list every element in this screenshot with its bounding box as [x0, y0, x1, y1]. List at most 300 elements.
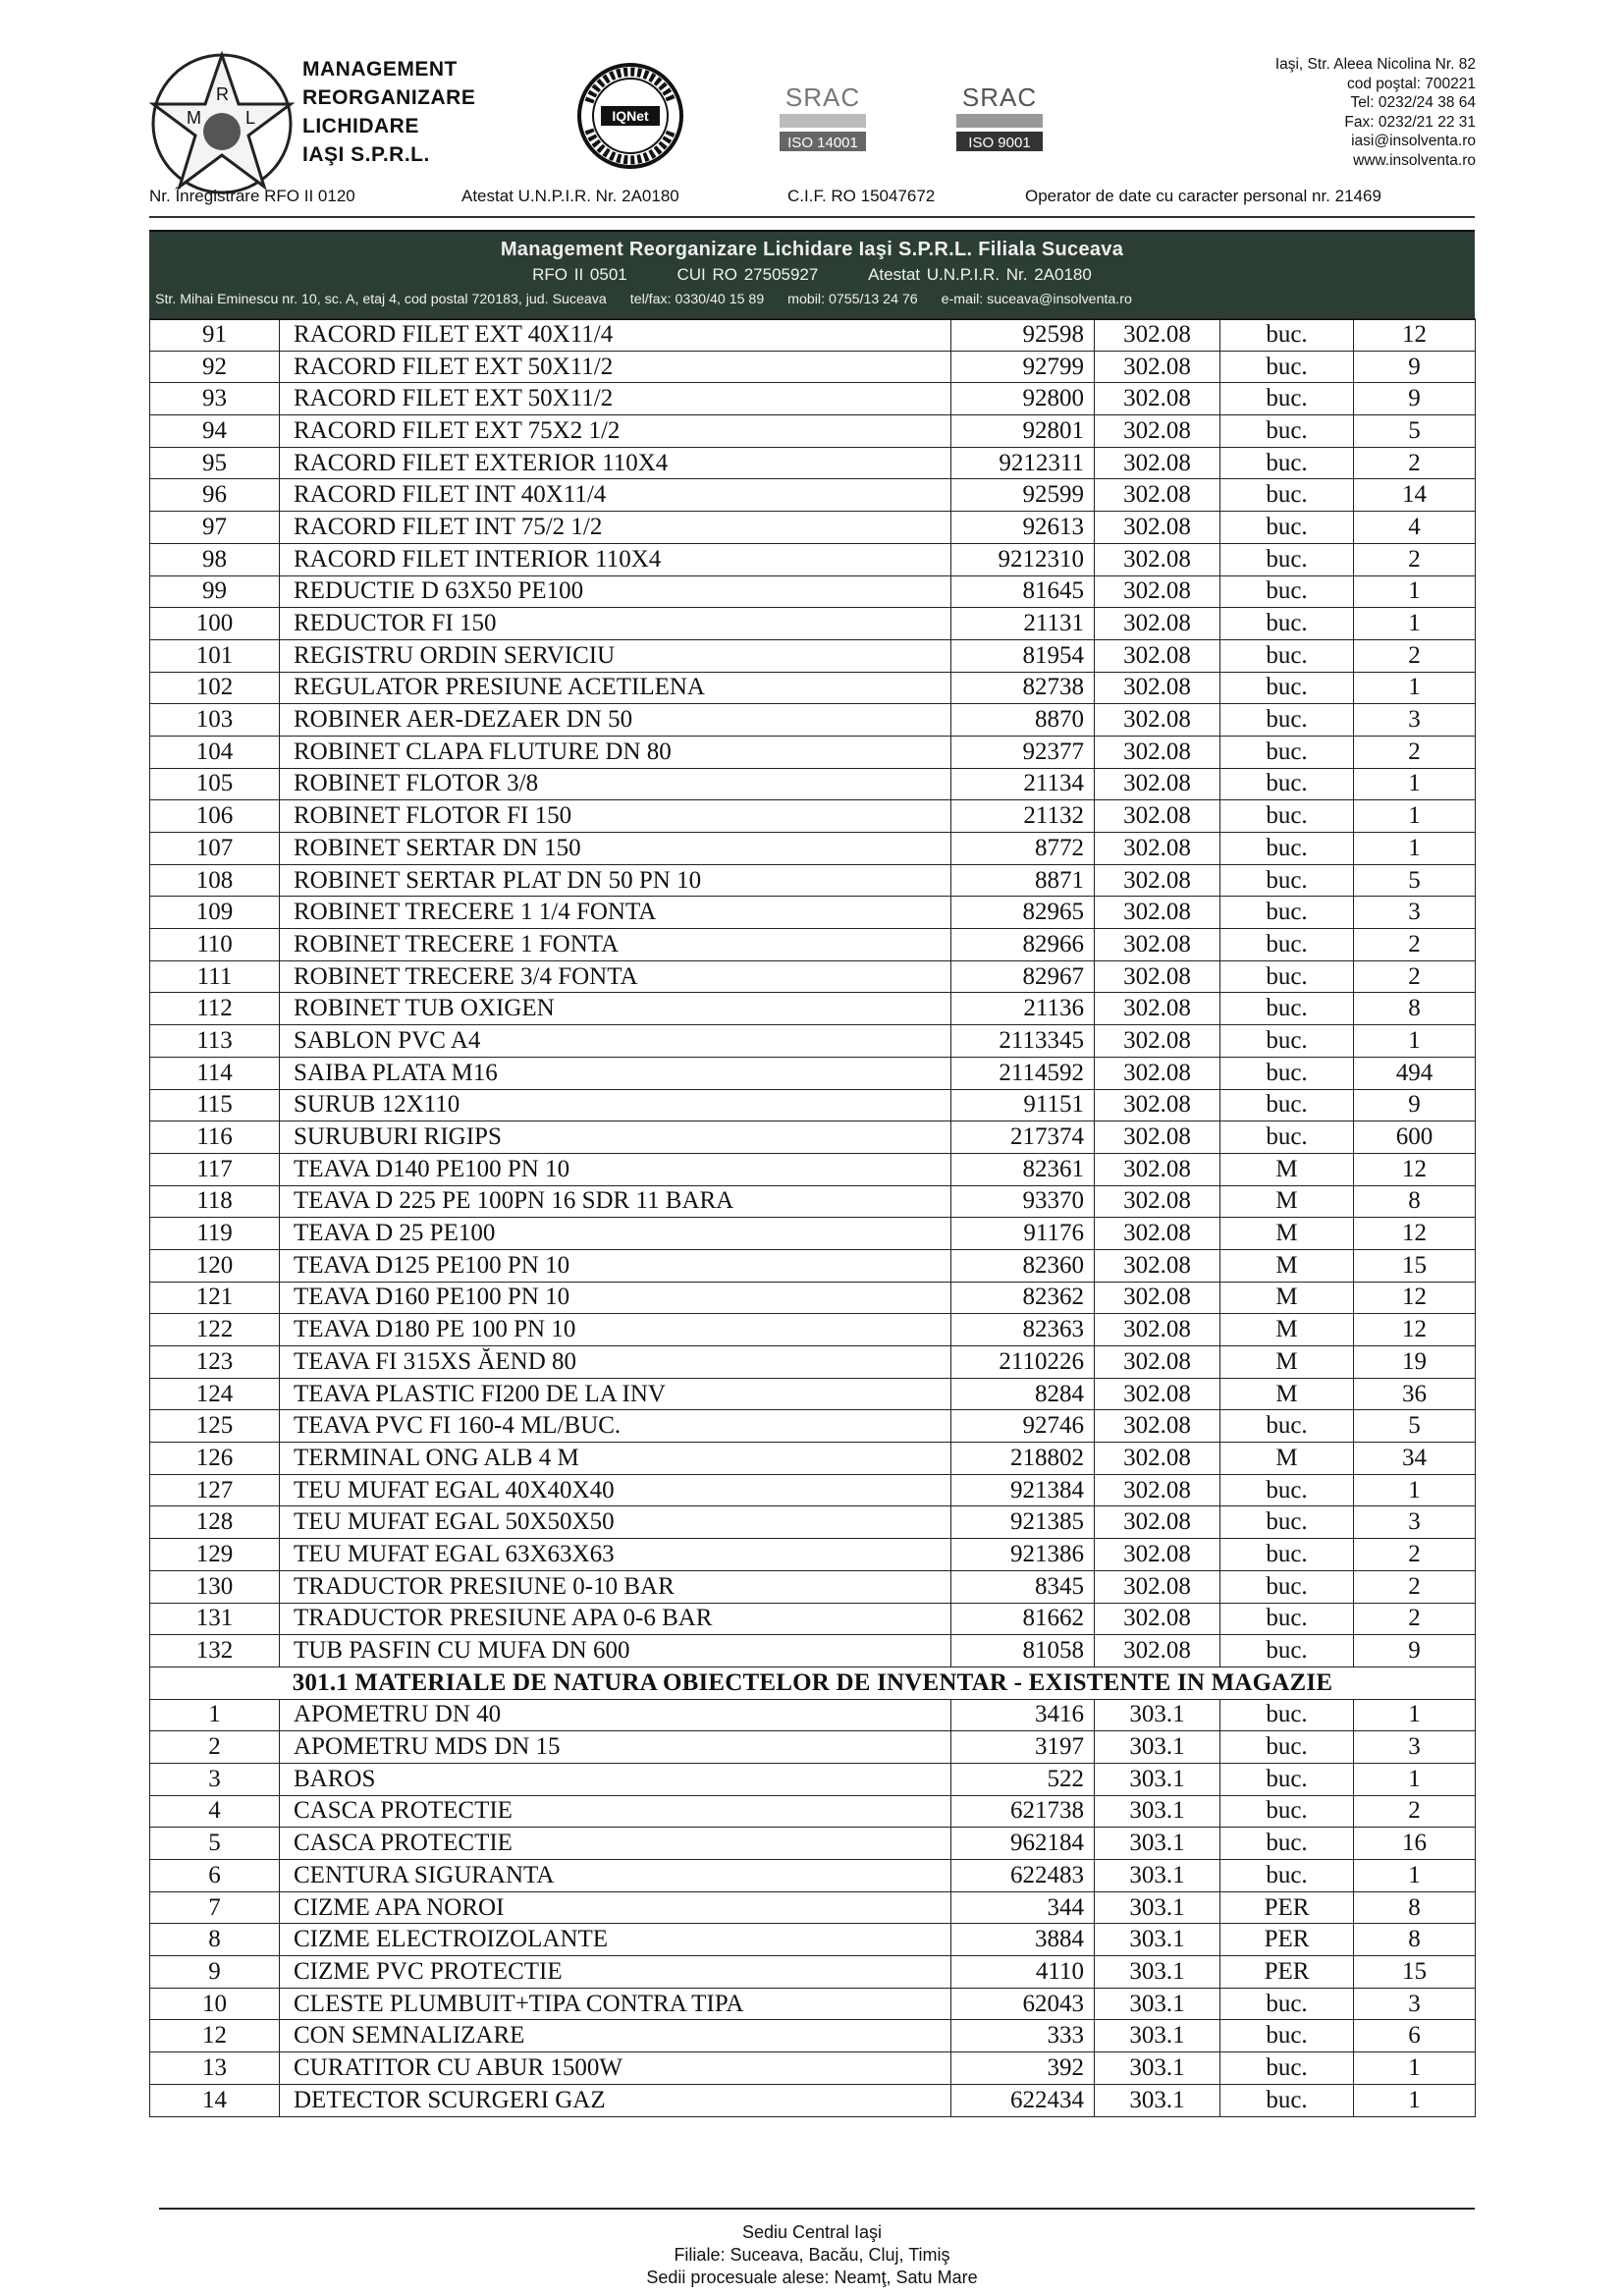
table-row [150, 1635, 1476, 1667]
item-code-cell: 92800 [951, 383, 1095, 415]
item-code-cell: 82362 [951, 1282, 1095, 1314]
row-number-cell: 117 [150, 1153, 280, 1185]
table-row [150, 1506, 1476, 1539]
row-number-cell: 94 [150, 415, 280, 448]
unit-of-measure-cell: buc. [1220, 1828, 1354, 1860]
row-number-cell: 7 [150, 1891, 280, 1924]
table-row [150, 1153, 1476, 1185]
row-number-cell: 93 [150, 383, 280, 415]
item-code-cell: 92799 [951, 351, 1095, 383]
company-name-line: REORGANIZARE [302, 86, 476, 109]
company-name-line: LICHIDARE [302, 115, 419, 137]
unit-of-measure-cell: buc. [1220, 2020, 1354, 2052]
row-number-cell: 9 [150, 1956, 280, 1989]
table-row [150, 1763, 1476, 1795]
quantity-cell: 19 [1354, 1346, 1476, 1379]
quantity-cell: 5 [1354, 415, 1476, 448]
unit-of-measure-cell: M [1220, 1282, 1354, 1314]
table-row [150, 1218, 1476, 1250]
row-number-cell: 115 [150, 1089, 280, 1121]
item-name-cell: ROBINET SERTAR PLAT DN 50 PN 10 [280, 864, 951, 897]
account-code-cell: 302.08 [1095, 1410, 1220, 1443]
row-number-cell: 124 [150, 1378, 280, 1410]
table-row [150, 575, 1476, 608]
item-name-cell: APOMETRU DN 40 [280, 1699, 951, 1731]
account-code-cell: 302.08 [1095, 1346, 1220, 1379]
row-number-cell: 99 [150, 575, 280, 608]
item-name-cell: CLESTE PLUMBUIT+TIPA CONTRA TIPA [280, 1988, 951, 2020]
account-code-cell: 303.1 [1095, 2020, 1220, 2052]
item-code-cell: 217374 [951, 1121, 1095, 1154]
item-name-cell: CENTURA SIGURANTA [280, 1860, 951, 1892]
quantity-cell: 2 [1354, 929, 1476, 961]
account-code-cell: 302.08 [1095, 1249, 1220, 1282]
unit-of-measure-cell: buc. [1220, 1570, 1354, 1603]
srac-mark: SRAC [784, 82, 861, 112]
item-code-cell: 8871 [951, 864, 1095, 897]
unit-of-measure-cell: buc. [1220, 351, 1354, 383]
unit-of-measure-cell: PER [1220, 1924, 1354, 1956]
row-number-cell: 6 [150, 1860, 280, 1892]
item-name-cell: REDUCTIE D 63X50 PE100 [280, 575, 951, 608]
item-code-cell: 2110226 [951, 1346, 1095, 1379]
quantity-cell: 8 [1354, 1924, 1476, 1956]
account-code-cell: 302.08 [1095, 704, 1220, 737]
table-row [150, 2052, 1476, 2085]
quantity-cell: 9 [1354, 1089, 1476, 1121]
unit-of-measure-cell: buc. [1220, 575, 1354, 608]
quantity-cell: 12 [1354, 1314, 1476, 1346]
contact-email: iasi@insolventa.ro [1351, 133, 1476, 149]
row-number-cell: 114 [150, 1057, 280, 1089]
item-name-cell: TEAVA D 25 PE100 [280, 1218, 951, 1250]
item-code-cell: 622434 [951, 2084, 1095, 2116]
table-row [150, 639, 1476, 672]
item-name-cell: TRADUCTOR PRESIUNE 0-10 BAR [280, 1570, 951, 1603]
item-code-cell: 81662 [951, 1603, 1095, 1635]
quantity-cell: 12 [1354, 1153, 1476, 1185]
table-row [150, 1025, 1476, 1058]
account-code-cell: 302.08 [1095, 1570, 1220, 1603]
table-row [150, 768, 1476, 800]
account-code-cell: 302.08 [1095, 800, 1220, 833]
account-code-cell: 302.08 [1095, 1603, 1220, 1635]
quantity-cell: 3 [1354, 1988, 1476, 2020]
item-name-cell: TEAVA PVC FI 160-4 ML/BUC. [280, 1410, 951, 1443]
item-code-cell: 82966 [951, 929, 1095, 961]
item-name-cell: SURUBURI RIGIPS [280, 1121, 951, 1154]
unit-of-measure-cell: buc. [1220, 479, 1354, 512]
item-name-cell: CASCA PROTECTIE [280, 1828, 951, 1860]
item-code-cell: 344 [951, 1891, 1095, 1924]
account-code-cell: 302.08 [1095, 1314, 1220, 1346]
item-code-cell: 21136 [951, 993, 1095, 1025]
account-code-cell: 302.08 [1095, 897, 1220, 929]
unit-of-measure-cell: buc. [1220, 704, 1354, 737]
row-number-cell: 129 [150, 1539, 280, 1571]
quantity-cell: 8 [1354, 993, 1476, 1025]
item-name-cell: RACORD FILET INTERIOR 110X4 [280, 543, 951, 575]
quantity-cell: 3 [1354, 1506, 1476, 1539]
account-code-cell: 302.08 [1095, 864, 1220, 897]
quantity-cell: 1 [1354, 1474, 1476, 1506]
unit-of-measure-cell: buc. [1220, 1057, 1354, 1089]
item-name-cell: APOMETRU MDS DN 15 [280, 1731, 951, 1764]
row-number-cell: 132 [150, 1635, 280, 1667]
row-number-cell: 92 [150, 351, 280, 383]
srac-iso9001-logo [952, 67, 1047, 157]
branch-cui: CUI RO 27505927 [676, 265, 819, 284]
unit-of-measure-cell: M [1220, 1314, 1354, 1346]
unit-of-measure-cell: buc. [1220, 1089, 1354, 1121]
item-code-cell: 21134 [951, 768, 1095, 800]
table-row [150, 1570, 1476, 1603]
footer-branches: Filiale: Suceava, Bacău, Cluj, Timiş [674, 2245, 950, 2265]
account-code-cell: 302.08 [1095, 1378, 1220, 1410]
row-number-cell: 123 [150, 1346, 280, 1379]
unit-of-measure-cell: buc. [1220, 672, 1354, 704]
item-name-cell: CIZME PVC PROTECTIE [280, 1956, 951, 1989]
row-number-cell: 108 [150, 864, 280, 897]
item-name-cell: REDUCTOR FI 150 [280, 608, 951, 640]
unit-of-measure-cell: buc. [1220, 608, 1354, 640]
quantity-cell: 1 [1354, 1699, 1476, 1731]
item-name-cell: TEU MUFAT EGAL 40X40X40 [280, 1474, 951, 1506]
item-name-cell: TEU MUFAT EGAL 50X50X50 [280, 1506, 951, 1539]
item-code-cell: 81058 [951, 1635, 1095, 1667]
item-name-cell: RACORD FILET EXTERIOR 110X4 [280, 447, 951, 479]
unit-of-measure-cell: buc. [1220, 897, 1354, 929]
table-row [150, 1378, 1476, 1410]
account-code-cell: 303.1 [1095, 2084, 1220, 2116]
item-code-cell: 8870 [951, 704, 1095, 737]
table-row [150, 993, 1476, 1025]
table-row [150, 833, 1476, 865]
row-number-cell: 128 [150, 1506, 280, 1539]
unit-of-measure-cell: buc. [1220, 800, 1354, 833]
unit-of-measure-cell: buc. [1220, 1763, 1354, 1795]
item-name-cell: TEAVA D 225 PE 100PN 16 SDR 11 BARA [280, 1185, 951, 1218]
item-code-cell: 82967 [951, 960, 1095, 993]
branch-phone: tel/fax: 0330/40 15 89 [629, 292, 765, 307]
unit-of-measure-cell: buc. [1220, 736, 1354, 768]
branch-title: Management Reorganizare Lichidare Iaşi S.P.R.L. Filiala Suceava [500, 239, 1124, 260]
table-row [150, 1089, 1476, 1121]
quantity-cell: 14 [1354, 479, 1476, 512]
item-code-cell: 82363 [951, 1314, 1095, 1346]
quantity-cell: 5 [1354, 1410, 1476, 1443]
row-number-cell: 110 [150, 929, 280, 961]
row-number-cell: 126 [150, 1443, 280, 1475]
unit-of-measure-cell: buc. [1220, 833, 1354, 865]
table-row [150, 415, 1476, 448]
table-row [150, 447, 1476, 479]
account-code-cell: 302.08 [1095, 672, 1220, 704]
item-name-cell: ROBINET CLAPA FLUTURE DN 80 [280, 736, 951, 768]
company-name-line: IAŞI S.P.R.L. [302, 143, 430, 166]
row-number-cell: 3 [150, 1763, 280, 1795]
branch-rfo: RFO II 0501 [532, 265, 627, 284]
contact-address: Iaşi, Str. Aleea Nicolina Nr. 82 [1274, 56, 1476, 73]
quantity-cell: 2 [1354, 447, 1476, 479]
item-name-cell: RACORD FILET EXT 75X2 1/2 [280, 415, 951, 448]
row-number-cell: 4 [150, 1795, 280, 1828]
item-code-cell: 4110 [951, 1956, 1095, 1989]
footer [149, 2221, 1475, 2289]
item-code-cell: 921386 [951, 1539, 1095, 1571]
row-number-cell: 102 [150, 672, 280, 704]
table-row [150, 1410, 1476, 1443]
unit-of-measure-cell: buc. [1220, 415, 1354, 448]
item-name-cell: ROBINET TRECERE 1 1/4 FONTA [280, 897, 951, 929]
item-name-cell: ROBINET TRECERE 3/4 FONTA [280, 960, 951, 993]
table-row [150, 1474, 1476, 1506]
item-code-cell: 62043 [951, 1988, 1095, 2020]
row-number-cell: 2 [150, 1731, 280, 1764]
unit-of-measure-cell: buc. [1220, 1121, 1354, 1154]
quantity-cell: 15 [1354, 1249, 1476, 1282]
rfo-number: Nr. Înregistrare RFO II 0120 [149, 187, 355, 205]
account-code-cell: 302.08 [1095, 768, 1220, 800]
item-name-cell: TEU MUFAT EGAL 63X63X63 [280, 1539, 951, 1571]
item-name-cell: SURUB 12X110 [280, 1089, 951, 1121]
table-row [150, 929, 1476, 961]
table-row [150, 960, 1476, 993]
item-name-cell: ROBINET TRECERE 1 FONTA [280, 929, 951, 961]
account-code-cell: 302.08 [1095, 1506, 1220, 1539]
account-code-cell: 302.08 [1095, 351, 1220, 383]
unit-of-measure-cell: buc. [1220, 1731, 1354, 1764]
account-code-cell: 302.08 [1095, 319, 1220, 352]
item-name-cell: CON SEMNALIZARE [280, 2020, 951, 2052]
account-code-cell: 302.08 [1095, 1121, 1220, 1154]
quantity-cell: 2 [1354, 960, 1476, 993]
item-code-cell: 621738 [951, 1795, 1095, 1828]
account-code-cell: 303.1 [1095, 1795, 1220, 1828]
table-row [150, 543, 1476, 575]
unit-of-measure-cell: buc. [1220, 768, 1354, 800]
company-name [302, 55, 475, 169]
row-number-cell: 103 [150, 704, 280, 737]
item-code-cell: 921385 [951, 1506, 1095, 1539]
quantity-cell: 2 [1354, 1539, 1476, 1571]
row-number-cell: 119 [150, 1218, 280, 1250]
account-code-cell: 302.08 [1095, 415, 1220, 448]
section-header-row [150, 1667, 1476, 1699]
unit-of-measure-cell: buc. [1220, 2052, 1354, 2085]
header-divider [149, 216, 1475, 218]
quantity-cell: 1 [1354, 1025, 1476, 1058]
inventory-rows-part1 [150, 319, 1476, 1667]
account-code-cell: 302.08 [1095, 608, 1220, 640]
row-number-cell: 13 [150, 2052, 280, 2085]
item-name-cell: SABLON PVC A4 [280, 1025, 951, 1058]
quantity-cell: 3 [1354, 1731, 1476, 1764]
srac-iso14001-logo [776, 67, 870, 157]
item-code-cell: 9212311 [951, 447, 1095, 479]
item-name-cell: ROBINET TUB OXIGEN [280, 993, 951, 1025]
quantity-cell: 1 [1354, 833, 1476, 865]
row-number-cell: 112 [150, 993, 280, 1025]
account-code-cell: 302.08 [1095, 512, 1220, 544]
table-row [150, 479, 1476, 512]
item-code-cell: 82738 [951, 672, 1095, 704]
quantity-cell: 15 [1354, 1956, 1476, 1989]
quantity-cell: 1 [1354, 768, 1476, 800]
unit-of-measure-cell: buc. [1220, 319, 1354, 352]
item-code-cell: 3197 [951, 1731, 1095, 1764]
iso9001-label: ISO 9001 [968, 135, 1031, 151]
row-number-cell: 105 [150, 768, 280, 800]
unit-of-measure-cell: M [1220, 1153, 1354, 1185]
quantity-cell: 1 [1354, 2052, 1476, 2085]
contact-postal-code: cod poştal: 700221 [1347, 75, 1476, 92]
footer-head-office: Sediu Central Iaşi [741, 2222, 883, 2242]
table-row [150, 736, 1476, 768]
table-row [150, 383, 1476, 415]
account-code-cell: 302.08 [1095, 1057, 1220, 1089]
branch-contact [149, 292, 1475, 307]
account-code-cell: 302.08 [1095, 1443, 1220, 1475]
table-row [150, 1057, 1476, 1089]
item-name-cell: TEAVA PLASTIC FI200 DE LA INV [280, 1378, 951, 1410]
item-code-cell: 9212310 [951, 543, 1095, 575]
branch-unpir: Atestat U.N.P.I.R. Nr. 2A0180 [868, 265, 1092, 284]
item-code-cell: 81954 [951, 639, 1095, 672]
table-row [150, 351, 1476, 383]
unit-of-measure-cell: PER [1220, 1956, 1354, 1989]
item-name-cell: TERMINAL ONG ALB 4 M [280, 1443, 951, 1475]
row-number-cell: 8 [150, 1924, 280, 1956]
item-name-cell: TEAVA FI 315XS ĂEND 80 [280, 1346, 951, 1379]
inventory-rows-part2 [150, 1699, 1476, 2116]
item-name-cell: RACORD FILET INT 75/2 1/2 [280, 512, 951, 544]
account-code-cell: 302.08 [1095, 575, 1220, 608]
table-row [150, 1346, 1476, 1379]
unit-of-measure-cell: buc. [1220, 1025, 1354, 1058]
table-row [150, 1603, 1476, 1635]
table-row [150, 1314, 1476, 1346]
quantity-cell: 1 [1354, 608, 1476, 640]
quantity-cell: 2 [1354, 1570, 1476, 1603]
unit-of-measure-cell: M [1220, 1249, 1354, 1282]
account-code-cell: 303.1 [1095, 1699, 1220, 1731]
quantity-cell: 8 [1354, 1185, 1476, 1218]
item-name-cell: BAROS [280, 1763, 951, 1795]
table-row [150, 2020, 1476, 2052]
item-name-cell: ROBINET FLOTOR FI 150 [280, 800, 951, 833]
row-number-cell: 107 [150, 833, 280, 865]
row-number-cell: 101 [150, 639, 280, 672]
item-code-cell: 82360 [951, 1249, 1095, 1282]
item-code-cell: 82965 [951, 897, 1095, 929]
unit-of-measure-cell: buc. [1220, 929, 1354, 961]
unit-of-measure-cell: buc. [1220, 639, 1354, 672]
item-code-cell: 2113345 [951, 1025, 1095, 1058]
item-code-cell: 82361 [951, 1153, 1095, 1185]
item-name-cell: ROBINER AER-DEZAER DN 50 [280, 704, 951, 737]
account-code-cell: 302.08 [1095, 1185, 1220, 1218]
table-row [150, 672, 1476, 704]
table-row [150, 1539, 1476, 1571]
row-number-cell: 116 [150, 1121, 280, 1154]
table-row [150, 512, 1476, 544]
srac-mark: SRAC [961, 82, 1038, 112]
row-number-cell: 98 [150, 543, 280, 575]
inventory-table [149, 318, 1476, 2117]
item-name-cell: CIZME ELECTROIZOLANTE [280, 1924, 951, 1956]
table-row [150, 1699, 1476, 1731]
row-number-cell: 118 [150, 1185, 280, 1218]
unit-of-measure-cell: M [1220, 1218, 1354, 1250]
quantity-cell: 2 [1354, 1795, 1476, 1828]
branch-banner [149, 230, 1475, 320]
item-name-cell: ROBINET SERTAR DN 150 [280, 833, 951, 865]
row-number-cell: 122 [150, 1314, 280, 1346]
quantity-cell: 3 [1354, 897, 1476, 929]
item-code-cell: 93370 [951, 1185, 1095, 1218]
account-code-cell: 302.08 [1095, 736, 1220, 768]
unit-of-measure-cell: buc. [1220, 1635, 1354, 1667]
unit-of-measure-cell: buc. [1220, 383, 1354, 415]
item-code-cell: 218802 [951, 1443, 1095, 1475]
row-number-cell: 1 [150, 1699, 280, 1731]
table-row [150, 1860, 1476, 1892]
item-code-cell: 333 [951, 2020, 1095, 2052]
quantity-cell: 1 [1354, 800, 1476, 833]
unit-of-measure-cell: M [1220, 1185, 1354, 1218]
account-code-cell: 303.1 [1095, 1988, 1220, 2020]
item-code-cell: 92599 [951, 479, 1095, 512]
quantity-cell: 1 [1354, 575, 1476, 608]
table-row [150, 1924, 1476, 1956]
account-code-cell: 303.1 [1095, 1891, 1220, 1924]
quantity-cell: 1 [1354, 1763, 1476, 1795]
row-number-cell: 130 [150, 1570, 280, 1603]
item-name-cell: CURATITOR CU ABUR 1500W [280, 2052, 951, 2085]
item-code-cell: 21131 [951, 608, 1095, 640]
quantity-cell: 1 [1354, 1860, 1476, 1892]
head-office-contact [1275, 55, 1476, 170]
table-row [150, 608, 1476, 640]
quantity-cell: 600 [1354, 1121, 1476, 1154]
branch-mobile: mobil: 0755/13 24 76 [787, 292, 918, 307]
logo-letter-m: M [187, 108, 201, 128]
item-code-cell: 81645 [951, 575, 1095, 608]
row-number-cell: 5 [150, 1828, 280, 1860]
unit-of-measure-cell: buc. [1220, 1410, 1354, 1443]
footer-divider [159, 2208, 1475, 2210]
contact-fax: Fax: 0232/21 22 31 [1344, 113, 1476, 131]
quantity-cell: 2 [1354, 736, 1476, 768]
unit-of-measure-cell: buc. [1220, 1539, 1354, 1571]
unit-of-measure-cell: buc. [1220, 543, 1354, 575]
quantity-cell: 2 [1354, 639, 1476, 672]
item-code-cell: 622483 [951, 1860, 1095, 1892]
item-name-cell: TEAVA D125 PE100 PN 10 [280, 1249, 951, 1282]
unit-of-measure-cell: buc. [1220, 1603, 1354, 1635]
table-row [150, 1988, 1476, 2020]
row-number-cell: 104 [150, 736, 280, 768]
item-name-cell: TUB PASFIN CU MUFA DN 600 [280, 1635, 951, 1667]
row-number-cell: 91 [150, 319, 280, 352]
unit-of-measure-cell: PER [1220, 1891, 1354, 1924]
table-row [150, 1828, 1476, 1860]
quantity-cell: 16 [1354, 1828, 1476, 1860]
section-header-group [150, 1667, 1476, 1699]
item-name-cell: REGISTRU ORDIN SERVICIU [280, 639, 951, 672]
table-row [150, 897, 1476, 929]
